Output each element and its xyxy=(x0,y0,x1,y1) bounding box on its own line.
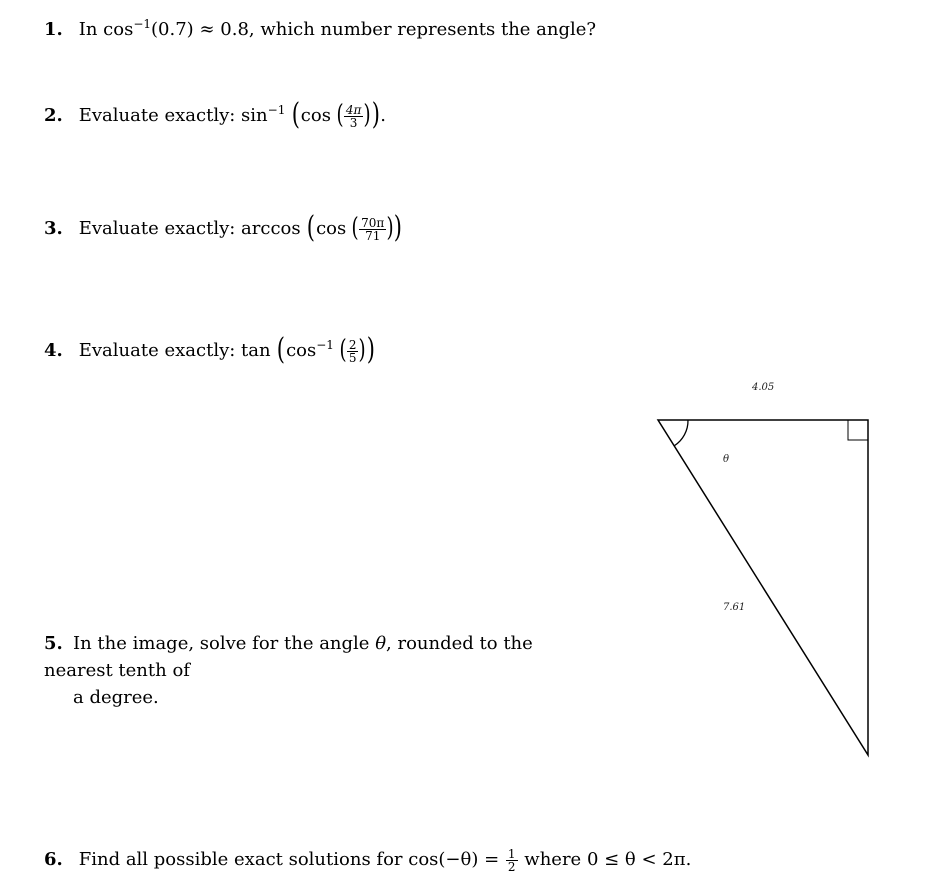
question-text-line2: a degree. xyxy=(73,687,159,708)
math-expression: $\sin^{-1} (\cos$ ( $\frac{4\pi}{3}$ )). xyxy=(241,97,386,132)
question-intro: In xyxy=(78,19,98,40)
question-text-part2: , rounded to the nearest tenth of xyxy=(44,633,533,681)
hypotenuse-label: 7.61 xyxy=(723,602,746,613)
question-text: where xyxy=(524,849,582,870)
theta-symbol: θ xyxy=(375,633,387,654)
question-number: 5. xyxy=(44,633,63,654)
condition: 0 ≤ θ < 2π. xyxy=(586,849,692,870)
fraction: $\frac{4\pi}{3}$ xyxy=(345,102,362,130)
math-expression: arccos (cos ( $\frac{70\pi}{71}$ )) xyxy=(241,210,403,245)
question-number: 6. xyxy=(44,849,63,870)
angle-arc xyxy=(674,420,688,446)
question-number: 1. xyxy=(44,19,63,40)
math-expression: cos(−θ) = $\frac{1}{2}$ xyxy=(408,846,516,874)
fraction: $\frac{1}{2}$ xyxy=(507,846,516,874)
question-intro: Evaluate exactly: xyxy=(78,105,236,126)
question-number: 3. xyxy=(44,218,63,239)
theta-label: θ xyxy=(723,454,730,465)
question-intro: Evaluate exactly: xyxy=(78,340,236,361)
math-expression: $\cos^{-1}(0.7) \approx 0.8$, xyxy=(103,17,255,40)
top-side-label: 4.05 xyxy=(752,382,775,393)
fraction: $\frac{70\pi}{71}$ xyxy=(361,215,385,243)
question-number: 2. xyxy=(44,105,63,126)
triangle-shape xyxy=(658,420,868,755)
question-intro: Evaluate exactly: xyxy=(78,218,236,239)
right-angle-marker xyxy=(848,420,868,440)
question-intro: Find all possible exact solutions for xyxy=(78,849,403,870)
question-number: 4. xyxy=(44,340,63,361)
math-expression: $\tan (\cos^{-1}$ ( $\frac{2}{5}$ )) xyxy=(241,332,375,367)
question-text-part1: In the image, solve for the angle xyxy=(73,633,370,654)
fraction: $\frac{2}{5}$ xyxy=(348,337,357,365)
question-text: which number represents the angle? xyxy=(260,19,597,40)
